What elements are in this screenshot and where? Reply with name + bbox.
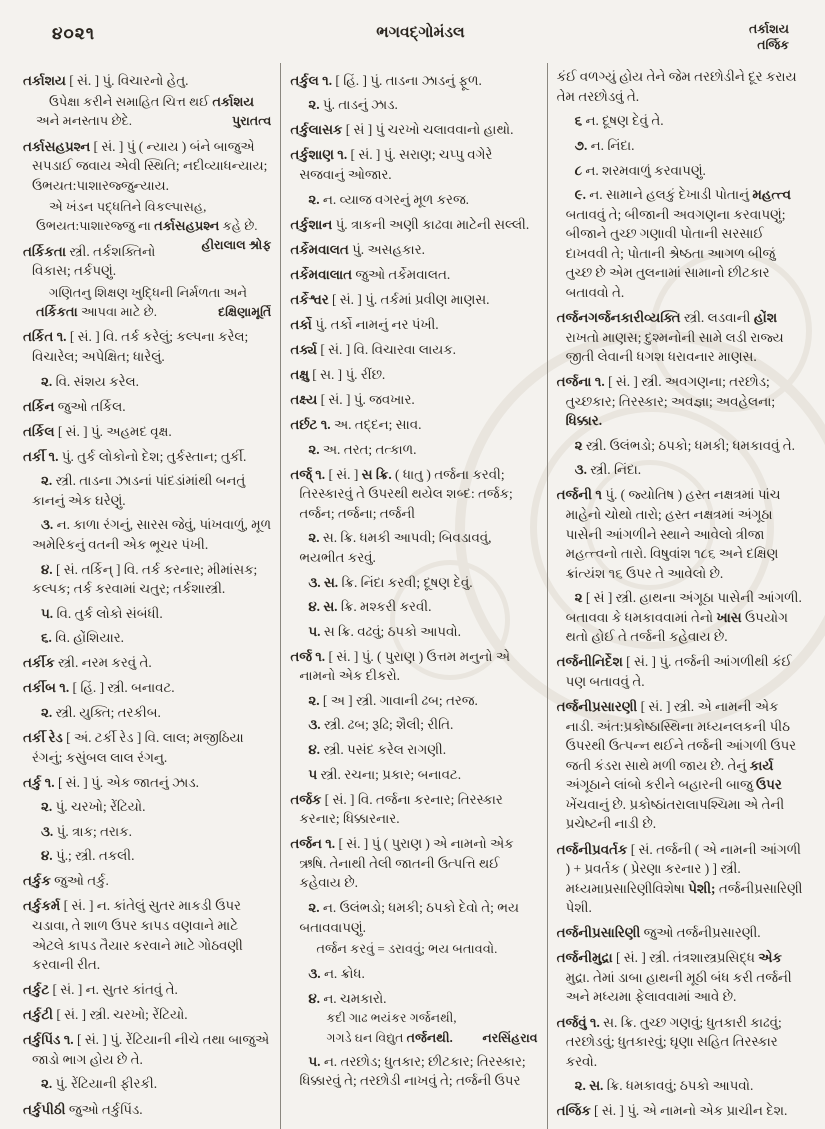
sense-item: ૩. ન. ક્રોધ. bbox=[308, 966, 365, 982]
sense-item: ૭. ન. નિંદા. bbox=[574, 137, 635, 153]
citation-line: ઉપેક્ષા કરીને સમાહિત ચિત્ત થઈ તર્કાશય અને મનસ્તાપ છેદે. પુરાતત્વ bbox=[23, 93, 271, 131]
dict-entry: તર્છટ ૧. અ. તદ્દન; સાવ. bbox=[290, 417, 422, 433]
book-title: ભગવદ્ગોમંડલ bbox=[376, 24, 465, 41]
dict-entry: તર્જનીપ્રવર્તક [ સં. તર્જની ( એ નામની આંગળી ) + પ્રવર્તક ( પ્રેરણા કરનાર ) ] સ્ત્રી. મધ્યમાપ્રસારિણીવિશેષા પેશી; તર્જનીપ્રસારિણી પેશી. bbox=[556, 841, 803, 916]
dict-entry: તર્કુપીઠી જુઓ તર્કુપિંડ. bbox=[23, 1101, 143, 1117]
headword: તર્જનીપ્રવર્તક bbox=[556, 841, 628, 857]
headword: તર્કુલ ૧. bbox=[290, 72, 333, 88]
dict-entry: તર્કુલ ૧. [ હિં. ] પું. તાડના ઝાડનું ફૂળ. bbox=[290, 72, 482, 88]
dict-entry: તર્કુપિંડ ૧. [ સં. ] પું. રેંટિયાની નીચે તથા બાજુએ જાડો ભાગ હોય છે તે. bbox=[23, 1032, 270, 1067]
sense-item: ૯. ન. સામાને હલકું દેખાડી પોતાનું મહત્ત્વ બતાવવું તે; બીજાની અવગણના કરવાપણું; બીજાને તુચ્છ ગણાવી પોતાની સરસાઈ દાખવવી તે; પોતાની શ્રેષ્ઠતા આગળ બીજું તુચ્છ છે એમ તુલનામાં સામાનો છીટકાર બતાવવો તે. bbox=[565, 187, 791, 300]
headword: તર્કેમવાલાત bbox=[290, 266, 353, 282]
headword: તર્કિલ bbox=[23, 423, 55, 439]
sense-item: ૨. સ. ક્રિ. ધમકી આપવી; બિવડાવવું, ભયભીત કરવું. bbox=[299, 530, 492, 565]
dict-entry: તર્જ્ ૧. [ સં. ] સ ક્રિ. ( ધાતુ ) તર્જના કરવી; તિરસ્કારવું તે ઉપરથી થયેલ શબ્દ: તર્જક; તર્જન; તર્જના; તર્જની bbox=[290, 466, 513, 521]
headword: તર્કુશાન bbox=[290, 216, 333, 232]
headword: તર્કુ ૧. bbox=[23, 774, 55, 790]
dict-entry: તર્કીક સ્ત્રી. નરમ કરવું તે. bbox=[23, 655, 152, 671]
dict-entry: તર્જનીનિર્દેશ [ સં. ] પું. તર્જની આંગળીથી કંઈ પણ બતાવવું તે. bbox=[556, 654, 792, 689]
headword: તર્જનીપ્રસારિણી bbox=[556, 925, 641, 941]
dict-entry: તક્ષ્ય [ સં. ] પું. જવખાર. bbox=[290, 392, 415, 408]
citation-source: નરસિંહરાવ bbox=[482, 1030, 538, 1045]
dict-entry: તર્કેશ્વર [ સં. ] પું. તર્કમાં પ્રવીણ માણસ. bbox=[290, 291, 490, 307]
sense-item: ૨. વિ. સંશય કરેલ. bbox=[41, 373, 139, 389]
guide-word-top: તર્કાશય bbox=[748, 22, 789, 36]
headword: તર્ક્ય bbox=[290, 341, 318, 357]
sense-item: ૮ ન. શરમવાળું કરવાપણું. bbox=[574, 162, 706, 178]
headword: તર્જ્ ૧. bbox=[290, 466, 326, 482]
sense-item: ૨. પું. રેંટિયાની ફીરકી. bbox=[41, 1076, 158, 1092]
sense-item: ૬. વિ. હોંશિયાર. bbox=[41, 630, 125, 646]
verse-line: કદી ગાઢ ભયંકર ગર્જનથી, bbox=[326, 1011, 457, 1026]
sense-item: ૨. અ. તરત; તત્કાળ. bbox=[308, 441, 417, 457]
sense-item: ૪. પું.; સ્ત્રી. તકલી. bbox=[41, 848, 135, 864]
headword: તર્કુપિંડ ૧. bbox=[23, 1032, 74, 1048]
headword: તર્કુપીઠી bbox=[23, 1101, 66, 1117]
dict-entry: તર્કુટ [ સં. ] ન. સુતર કાંતવું તે. bbox=[23, 982, 178, 998]
dict-entry: તર્કુશાણ ૧. [ સં. ] પું. સરાણ; ચપ્પુ વગેરે સજવાનું ઓજાર. bbox=[290, 147, 493, 182]
dict-entry: તર્કિન જુઓ તર્કિલ. bbox=[23, 398, 126, 414]
headword: તર્કુક bbox=[23, 873, 51, 889]
citation-source: દક્ષિણામૂર્તિ bbox=[218, 304, 272, 319]
dict-entry: તર્કિકતા સ્ત્રી. તર્કશક્તિનો વિકાસ; તર્કપણું. bbox=[23, 243, 156, 279]
headword: તર્જ ૧. bbox=[290, 648, 326, 664]
headword: તર્કુકર્મ bbox=[23, 898, 61, 914]
citation-line: તર્જન કરવું = ડરાવવું; ભય બતાવવો. bbox=[316, 941, 498, 957]
dict-entry: તર્જનગર્જનકારીવ્યક્તિ સ્ત્રી. લડવાની હોંશ રાખતો માણસ; દુશ્મનોની સામે લડી રાજ્ય જીતી લેવાની ધગશ ધરાવનાર માણસ. bbox=[556, 309, 784, 365]
headword: તર્જનગર્જનકારીવ્યક્તિ bbox=[556, 309, 681, 325]
sense-item: ૩. પું. ત્રાક; તરાક. bbox=[41, 823, 132, 839]
dict-entry: તર્કુશાન પું. ત્રાકની અણી કાઢવા માટેની સલ્લી. bbox=[290, 216, 530, 232]
dict-entry: તર્કુલાસક [ સં ] પું ચરખો ચલાવવાનો હાથો. bbox=[290, 122, 514, 138]
headword: તર્કુલાસક bbox=[290, 122, 343, 138]
sense-item: ૫ સ્ત્રી. રચના; પ્રકાર; બનાવટ. bbox=[308, 766, 462, 782]
dict-entry: તર્ક્ય [ સં. ] વિ. વિચારવા લાયક. bbox=[290, 341, 457, 357]
sense-item: ૩. સ્ત્રી. ઢબ; રૂઢિ; શૈલી; રીતિ. bbox=[308, 717, 454, 733]
headword: તક્ષ્ય bbox=[290, 392, 318, 408]
sense-item: ૪. સ્ત્રી. પસંદ કરેલ રાગણી. bbox=[308, 742, 447, 757]
sense-item: ૨. [ અ ] સ્ત્રી. ગાવાની ઢબ; તરજ. bbox=[308, 692, 478, 708]
dict-entry: તર્જક [ સં. ] વિ. તર્જના કરનાર; તિરસ્કાર કરનાર; ધિક્કારનાર. bbox=[290, 791, 503, 827]
headword: તક્ષુ bbox=[290, 367, 309, 382]
dict-entry: તર્કુક જુઓ તર્કુ. bbox=[23, 873, 109, 889]
columns-container bbox=[14, 63, 813, 1129]
headword: તર્જની ૧ bbox=[556, 487, 602, 503]
dict-entry: તર્કાશય [ સં. ] પું. વિચારનો હેતુ. bbox=[23, 72, 189, 88]
headword: તર્કો bbox=[290, 316, 312, 332]
dict-entry: તર્જનીપ્રસારિણી જુઓ તર્જનીપ્રસારણી. bbox=[556, 925, 761, 941]
citation-line: એ ખંડન પદ્ધતિને વિકલ્પાસહ, ઉભયત:પાશારજ્જુ ના તર્કાસહપ્રશ્ન કહે છે. હીરાલાલ શ્રોફ bbox=[23, 198, 271, 236]
page-number: ૪૦૨૧ bbox=[52, 24, 96, 43]
sense-item: ૨. સ્ત્રી. યુક્તિ; તરકીબ. bbox=[41, 704, 161, 720]
dict-entry: તર્કુટી [ સં. ] સ્ત્રી. ચરખો; રેંટિયો. bbox=[23, 1007, 188, 1023]
guide-word-bottom: તર્જિક bbox=[757, 37, 789, 52]
dict-entry: તર્કેમવાલાત જુઓ તર્કેમવાલત. bbox=[290, 266, 451, 282]
sense-item: ૨ સ્ત્રી. ઉલંભડો; ઠપકો; ધમકી; ધમકાવવું તે. bbox=[574, 437, 795, 453]
page-header bbox=[16, 22, 811, 53]
sense-item: ૨. ન. ઉલંભડો; ધમકી; ઠપકો દેવો તે; ભય બતાવવાપણું. bbox=[299, 899, 519, 935]
sense-item: ૫. સ ક્રિ. વઢવું; ઠપકો આપવો. bbox=[308, 623, 462, 639]
headword: તર્જિક bbox=[556, 1103, 591, 1119]
continuation-text: કંઈ વળગ્યું હોય તેને જેમ તરછોડીને દૂર કરાય તેમ તરછોડવું તે. bbox=[556, 69, 797, 104]
headword: તર્જન ૧. bbox=[290, 836, 336, 852]
headword: તર્કેશ્વર bbox=[290, 291, 329, 307]
verse-line: ગગડે ઘન વિદ્યુત તર્જનથી. નરસિંહરાવ bbox=[290, 1029, 537, 1047]
dict-entry: તર્કુકર્મ [ સં. ] ન. કાંતેલું સુતર માકડી ઉપર ચડાવા, તે શાળ ઉપર કાપડ વણવાને માટે એટલે કાપડ તૈયાર કરવાને માટે ગોઠવણી કરવાની રીત. bbox=[23, 898, 243, 973]
citation-line: ગણિતનુ શિક્ષણ ખુદ્ધિની નિર્મળતા અને તર્કિકતા આપવા માટે છે. દક્ષિણામૂર્તિ bbox=[23, 284, 271, 322]
dict-entry: તર્જન ૧. [ સં. ] પું ( પુરાણ ) એ નામનો એક ઋષિ. તેનાથી તેલી જાતની ઉત્પત્તિ થઈ કહેવાય છે. bbox=[290, 836, 514, 891]
headword: તર્જનીપ્રસારણી bbox=[556, 699, 638, 715]
dict-entry: તર્જ ૧. [ સં. ] પું. ( પુરાણ ) ઉત્તમ મનુનો એ નામનો એક દીકરો. bbox=[290, 648, 510, 684]
dict-entry: તક્ષુ [ સ. ] પું. રીંછ. bbox=[290, 367, 386, 382]
headword: તર્કી ૧. bbox=[23, 448, 59, 464]
sense-item: ૨. સ્ત્રી. તાડના ઝાડનાં પાંદડાંમાંથી બનતું કાનનું એક ઘરેણું. bbox=[32, 473, 246, 508]
sense-item: ૫. વિ. તુર્ક લોકો સંબંધી. bbox=[41, 605, 163, 621]
headword: તર્કુટ bbox=[23, 982, 50, 998]
sense-item: ૪. સ. ક્રિ. મશ્કરી કરવી. bbox=[308, 599, 432, 615]
dict-entry: તર્જવું ૧. સ. ક્રિ. તુચ્છ ગણવું; ધુતકારી કાઢવું; તરછોડવું; ધુતકારવું; ઘૃણા સહિત તિરસ્કાર કરવો. bbox=[556, 1014, 782, 1069]
headword: તર્કાશય bbox=[23, 72, 66, 88]
headword: તર્જનીનિર્દેશ bbox=[556, 654, 623, 670]
sense-item: ૨ [ સં ] સ્ત્રી. હાથના અંગૂઠા પાસેની આંગળી. બતાવવા કે ધમકાવવામાં તેનો ખાસ ઉપયોગ થતો હોઈ તે તર્જની કહેવાય છે. bbox=[565, 590, 802, 645]
sense-item: ૫. ન. તરછોડ; ધુતકાર; છીટકાર; તિરસ્કાર; ધિક્કારવું તે; તરછોડી નાખવું તે; તર્જની ઉપર bbox=[299, 1053, 526, 1089]
sense-item: ૩. સ. ક્રિ. નિંદા કરવી; દૂષણ દેવું. bbox=[308, 574, 473, 590]
headword: તર્જક bbox=[290, 791, 322, 807]
dict-entry: તર્જનીમુદ્રા [ સં. ] સ્ત્રી. તંત્રશાસ્ત્રપ્રસિદ્ધ એક મુદ્રા. તેમાં ડાબા હાથની મૂઠી બંધ કરી તર્જની અને મધ્યમા ફેલાવવામાં આવે છે. bbox=[556, 950, 792, 1005]
sense-item: ૪. [ સં. તર્કિન્ ] વિ. તર્ક કરનાર; મીમાંસક; કલ્પક; તર્ક કરવામાં ચતુર; તર્કશાસ્ત્રી. bbox=[32, 561, 258, 597]
headword: તર્કિન bbox=[23, 398, 55, 414]
dict-entry: તર્કિત ૧. [ સં. ] વિ. તર્ક કરેલું; કલ્પના કરેલ; વિચારેલ; અપેક્ષિત; ધારેલું. bbox=[23, 329, 249, 364]
sense-item: ૬ ન. દૂષણ દેવું તે. bbox=[574, 113, 664, 129]
sense-item: ૩. ન. કાળા રંગનું, સારસ જેવું, પાંખવાળું, મૂળ અમેરિકનું વતની એક ભૂચર પંખી. bbox=[32, 517, 272, 552]
citation-source: હીરાલાલ શ્રોફ bbox=[201, 238, 272, 253]
dict-entry: તર્કુ ૧. [ સં. ] પું. એક જાતનું ઝાડ. bbox=[23, 774, 199, 790]
sense-item: ૩. સ્ત્રી. નિંદા. bbox=[574, 462, 642, 478]
headword: તર્કેમવાલત bbox=[290, 241, 349, 257]
column-2 bbox=[280, 63, 546, 1129]
dict-entry: તર્જની ૧ પું. ( જ્યોતિષ ) હસ્ત નક્ષત્રમાં પાંચ માહેનો ચોથો તારો; હસ્ત નક્ષત્રમાં અંગૂઠા પાસેની આંગળીને સ્થાને આવેલો ત્રીજા મહત્ત્વનો તારો. વિષુવાંશ ૧૮૬ અને દક્ષિણ ક્રાંત્યંશ ૧૬ ઉપર તે આવેલો છે. bbox=[556, 487, 781, 581]
dict-entry: તર્કી રેડ [ અં. ટર્કી રેડ ] વિ. લાલ; મજીઠિયા રંગનું; કસુંબલ લાલ રંગનુ. bbox=[23, 730, 244, 765]
headword: તર્કિકતા bbox=[23, 243, 66, 259]
column-1 bbox=[14, 63, 280, 1129]
headword: તર્કિત ૧. bbox=[23, 329, 67, 345]
headword: તર્જવું ૧. bbox=[556, 1014, 600, 1030]
dict-entry: તર્કો પું. તર્કો નામનું નર પંખી. bbox=[290, 316, 439, 332]
dict-entry: તર્કેમવાલત પું. અસહકાર. bbox=[290, 241, 425, 257]
sense-item: ૨. ન. વ્યાજ વગરનું મૂળ કરજ. bbox=[308, 191, 469, 207]
dict-entry: તર્જનીપ્રસારણી [ સં. ] સ્ત્રી. એ નામની એક નાડી. અંત:પ્રકોષ્ઠાસ્થિના મધ્યનલકની પીઠ ઉપરથી ઉત્પન્ન થઈને તર્જની આંગળી ઉપર જતી કંડરા સાથે મળી જાય છે. તેનું કાર્ય અંગૂઠાને લાંબો કરીને બહારની બાજુ ઉપર ખેંચવાનું છે. પ્રકોષ્ઠાંતરાલાપશ્ચિમા એ તેની પ્રચેષ્ટની નાડી છે. bbox=[556, 699, 797, 832]
dict-entry: તર્કીબ ૧. [ હિં. ] સ્ત્રી. બનાવટ. bbox=[23, 680, 175, 696]
headword: તર્છટ ૧. bbox=[290, 417, 331, 433]
sense-item: ૨. સ. ક્રિ. ધમકાવવું; ઠપકો આપવો. bbox=[574, 1078, 754, 1094]
headword: તર્કુશાણ ૧. bbox=[290, 147, 348, 163]
headword: તર્કાસહપ્રશ્ન bbox=[23, 138, 91, 154]
dict-entry: તર્જના ૧. [ સં. ] સ્ત્રી. અવગણના; તરછોડ; તુચ્છકાર; તિરસ્કાર; અવજ્ઞા; અવહેલના; ધિક્કાર. bbox=[556, 374, 776, 429]
headword: તર્જના ૧. bbox=[556, 374, 605, 390]
dict-entry: તર્કી ૧. પું. તુર્ક લોકોનો દેશ; તુર્કસ્તાન; તુર્કી. bbox=[23, 448, 247, 464]
guide-words bbox=[609, 22, 811, 53]
column-3 bbox=[547, 63, 813, 1129]
headword: તર્કીબ ૧. bbox=[23, 680, 70, 696]
sense-item: ૨. પું. ચરખો; રેંટિયો. bbox=[41, 799, 146, 815]
sense-item: ૪. ન. ચમકારો. bbox=[308, 990, 387, 1006]
dict-entry: તર્જિક [ સં. ] પું. એ નામનો એક પ્રાચીન દેશ. bbox=[556, 1103, 788, 1119]
dict-entry: તર્કિલ [ સં. ] પું. અહમદ વૃક્ષ. bbox=[23, 423, 172, 439]
headword: તર્કુટી bbox=[23, 1007, 53, 1023]
citation-source: પુરાતત્વ bbox=[232, 114, 272, 129]
dict-entry: તર્કાસહપ્રશ્ન [ સં. ] પું ( ન્યાય ) બંને બાજુએ સપડાઈ જવાય એવી સ્થિતિ; નદીવ્યાધન્યાય; ઉભયત:પાશારજ્જુન્યાય. bbox=[23, 138, 268, 193]
headword: તર્જનીમુદ્રા bbox=[556, 950, 613, 966]
headword: તર્કી રેડ bbox=[23, 730, 63, 745]
sense-item: ૨. પું. તાડનું ઝાડ. bbox=[308, 97, 398, 113]
headword: તર્કીક bbox=[23, 655, 55, 671]
